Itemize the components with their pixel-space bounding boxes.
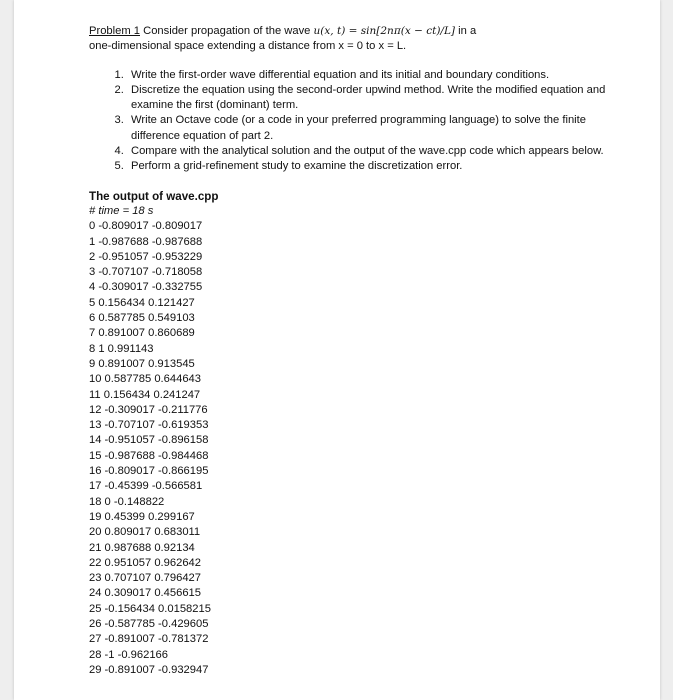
task-item: 3. Write an Octave code (or a code in your preferred programming language) to solve the finite difference equation of part 2. [127,113,609,144]
problem-intro-text: Consider propagation of the wave [143,25,311,37]
output-row: 4 -0.309017 -0.332755 [89,281,203,294]
output-row: 27 -0.891007 -0.781372 [89,633,209,646]
output-row: 23 0.707107 0.796427 [89,572,201,585]
output-row: 20 0.809017 0.683011 [89,526,201,539]
output-row: 8 1 0.991143 [89,342,154,355]
task-item: 4. Compare with the analytical solution and the output of the wave.cpp code which appears below. [127,144,609,159]
output-row: 26 -0.587785 -0.429605 [89,617,209,630]
output-row: 18 0 -0.148822 [89,495,165,508]
output-row: 2 -0.951057 -0.953229 [89,250,203,263]
output-row: 11 0.156434 0.241247 [89,388,201,401]
output-row: 25 -0.156434 0.0158215 [89,602,211,615]
output-row: 29 -0.891007 -0.932947 [89,663,209,676]
output-row: 15 -0.987688 -0.984468 [89,449,209,462]
output-row: 14 -0.951057 -0.896158 [89,434,209,447]
output-title: The output of wave.cpp [89,189,219,203]
output-row: 3 -0.707107 -0.718058 [89,266,203,279]
problem-statement-line-1 [89,24,609,39]
problem-statement-line-2: one-dimensional space extending a distance from x = 0 to x = L. [89,40,407,53]
task-list [89,68,609,175]
output-row: 17 -0.45399 -0.566581 [89,480,203,493]
output-row: 19 0.45399 0.299167 [89,510,195,523]
output-time-line: # time = 18 s [89,204,154,217]
output-row: 1 -0.987688 -0.987688 [89,235,203,248]
output-row: 9 0.891007 0.913545 [89,357,195,370]
output-row: 24 0.309017 0.456615 [89,587,201,600]
task-item: 5. Perform a grid-refinement study to examine the discretization error. [127,159,609,174]
output-row: 5 0.156434 0.121427 [89,296,195,309]
output-row: 28 -1 -0.962166 [89,648,168,661]
document-page [14,0,660,700]
document-content [89,24,609,678]
output-row: 6 0.587785 0.549103 [89,312,195,325]
output-row: 0 -0.809017 -0.809017 [89,220,203,233]
problem-intro-after: in a [458,25,477,37]
output-row: 12 -0.309017 -0.211776 [89,403,208,416]
output-row: 16 -0.809017 -0.866195 [89,465,209,478]
output-row: 22 0.951057 0.962642 [89,556,201,569]
output-row: 13 -0.707107 -0.619353 [89,419,209,432]
wave-equation: u(x, t) = sin[2nπ(x − ct)/L] [313,25,456,37]
task-item: 2. Discretize the equation using the second-order upwind method. Write the modified equation and examine the first (dominant) term. [127,83,609,114]
problem-label: Problem 1 [89,25,140,37]
output-data-list [89,219,609,678]
task-item: 1. Write the first-order wave differential equation and its initial and boundary conditions. [127,68,609,83]
output-row: 10 0.587785 0.644643 [89,373,201,386]
output-row: 21 0.987688 0.92134 [89,541,195,554]
output-row: 7 0.891007 0.860689 [89,327,195,340]
